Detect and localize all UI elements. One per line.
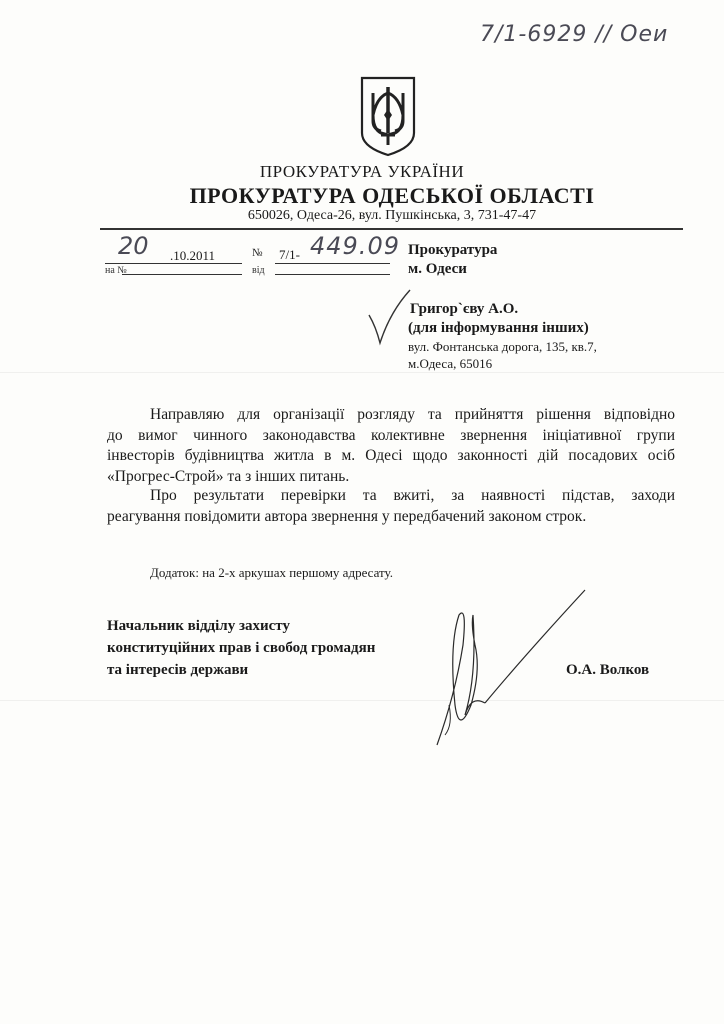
ref-number-underline	[122, 262, 242, 275]
body-line: Направляю для організації розгляду та прийняття рішення відповідно	[150, 406, 675, 423]
number-sign: №	[252, 247, 263, 259]
signer-title-line3: та інтересів держави	[107, 662, 249, 678]
recipient-primary-line2: м. Одеси	[408, 261, 467, 277]
org-parent-name: ПРОКУРАТУРА УКРАЇНИ	[259, 162, 465, 181]
date-day-handwritten: 20	[118, 232, 149, 260]
ref-number-label: на №	[105, 265, 127, 276]
recipient-secondary-address-line2: м.Одеса, 65016	[408, 356, 493, 371]
signer-title-line2: конституційних прав і свобод громадян	[107, 640, 376, 656]
body-line: Про результати перевірки та вжиті, за наявності підстав, заходи	[150, 487, 675, 504]
enclosure-note: Додаток: на 2-х аркушах першому адресату.	[150, 565, 393, 580]
signer-name: О.А. Волков	[566, 662, 650, 678]
signer-title-line1: Начальник відділу захисту	[107, 618, 290, 634]
coat-of-arms-icon	[359, 75, 417, 157]
recipient-secondary-address-line1: вул. Фонтанська дорога, 135, кв.7,	[408, 339, 597, 354]
body-line: «Прогрес-Строй» та з інших питань.	[107, 467, 350, 485]
paper-fold	[0, 372, 724, 373]
header-rule	[100, 228, 683, 230]
paper-fold	[0, 700, 724, 701]
body-line: до вимог чинного законодавства колективне звернення ініціативної групи	[107, 426, 675, 444]
body-line: інвесторів будівництва житла в м. Одесі щодо законності дій посадових осіб	[107, 447, 675, 464]
recipient-primary-line1: Прокуратура	[408, 242, 498, 258]
registration-number-handwritten: 7/1-6929 // Оеи	[480, 22, 669, 47]
body-paragraph-1	[107, 405, 675, 487]
recipient-secondary-name: Григор`єву А.О.	[410, 301, 519, 317]
org-address: 650026, Одеса-26, вул. Пушкінська, 3, 731-47-47	[247, 208, 537, 223]
ref-date-underline	[275, 262, 390, 275]
body-paragraph-2	[107, 486, 675, 527]
org-name: ПРОКУРАТУРА ОДЕСЬКОЇ ОБЛАСТІ	[189, 183, 595, 208]
checkmark-icon	[366, 287, 412, 347]
recipient-secondary-note: (для інформування інших)	[408, 320, 589, 336]
body-line: реагування повідомити автора звернення у передбачений законом строк.	[107, 507, 587, 525]
ref-date-label: від	[252, 265, 265, 276]
date-month-year: .10.2011	[170, 248, 216, 263]
outgoing-number-prefix: 7/1-	[279, 247, 300, 262]
outgoing-number-handwritten: 449.09	[310, 232, 400, 260]
signature-icon	[425, 585, 595, 760]
